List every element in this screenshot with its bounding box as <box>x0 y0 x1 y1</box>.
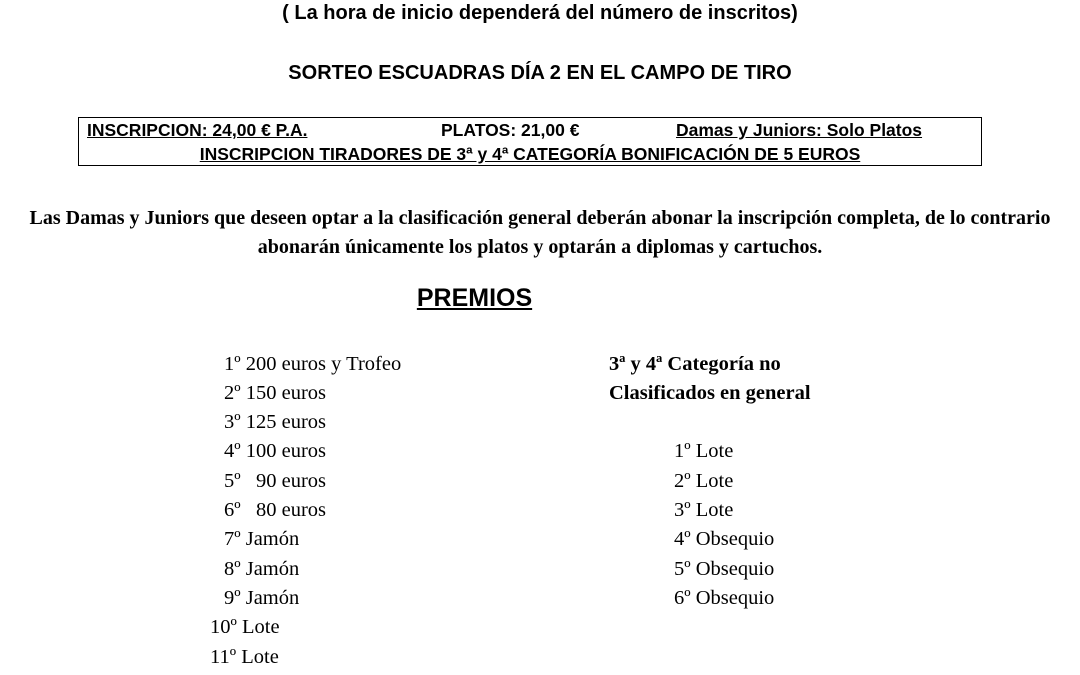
category-prize-item: 4º Obsequio <box>674 528 775 550</box>
general-prize-item: 4º 100 euros <box>224 440 327 462</box>
general-prize-item: 1º 200 euros y Trofeo <box>224 353 402 375</box>
category-heading: Clasificados en general <box>609 382 811 404</box>
category-prize-item: 1º Lote <box>674 440 734 462</box>
general-prize-item: 6º 80 euros <box>224 499 327 521</box>
prizes-title: PREMIOS <box>416 284 533 312</box>
general-prize-item: 9º Jamón <box>224 587 300 609</box>
category-prize-item: 5º Obsequio <box>674 558 775 580</box>
general-prize-item: 5º 90 euros <box>224 470 327 492</box>
fees-box <box>78 117 982 166</box>
damas-juniors-note: Damas y Juniors: Solo Platos <box>676 120 923 140</box>
general-prize-item: 11º Lote <box>210 646 279 668</box>
general-prize-item: 10º Lote <box>210 616 280 638</box>
bonus-note: INSCRIPCION TIRADORES DE 3ª y 4ª CATEGORÍA BONIFICACIÓN DE 5 EUROS <box>199 144 861 164</box>
damas-juniors-notice: Las Damas y Juniors que deseen optar a la clasificación general deberán abonar la inscripción completa, de lo contrario abonarán únicamente los platos y optarán a diplomas y cartuchos. <box>29 207 1051 258</box>
category-prize-item: 3º Lote <box>674 499 734 521</box>
general-prize-item: 2º 150 euros <box>224 382 327 404</box>
start-time-note: ( La hora de inicio dependerá del número de inscritos) <box>282 2 798 24</box>
general-prize-item: 7º Jamón <box>224 528 300 550</box>
platos-fee: PLATOS: 21,00 € <box>441 120 580 140</box>
general-prize-item: 8º Jamón <box>224 558 300 580</box>
category-prize-item: 6º Obsequio <box>674 587 775 609</box>
inscription-fee: INSCRIPCION: 24,00 € P.A. <box>87 120 308 140</box>
squad-draw-note: SORTEO ESCUADRAS DÍA 2 EN EL CAMPO DE TIRO <box>288 62 792 84</box>
general-prize-item: 3º 125 euros <box>224 411 327 433</box>
category-prize-item: 2º Lote <box>674 470 734 492</box>
category-heading: 3ª y 4ª Categoría no <box>609 353 781 375</box>
